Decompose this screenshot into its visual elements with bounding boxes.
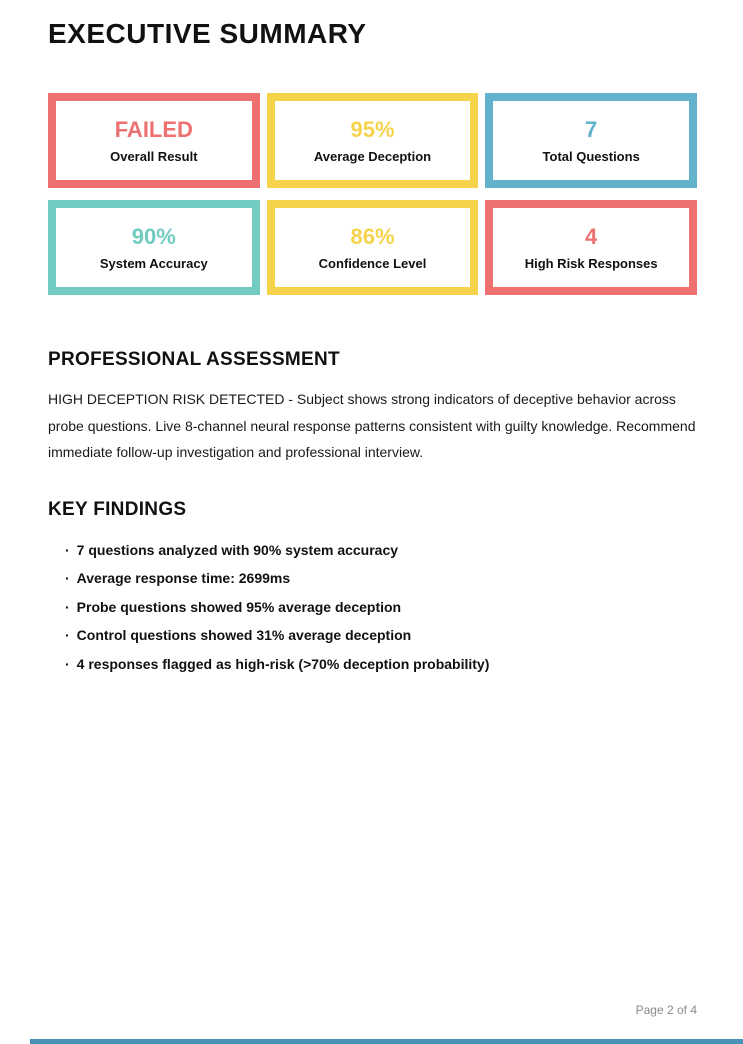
finding-item [65,628,697,642]
assessment-heading: PROFESSIONAL ASSESSMENT [48,349,340,370]
stat-label-confidence-level: Confidence Level [318,255,427,271]
finding-item [65,657,697,671]
finding-text: Probe questions showed 95% average deception [76,598,402,615]
stat-value-total-questions: 7 [585,116,598,142]
stat-card-total-questions [485,93,697,188]
finding-text: Control questions showed 31% average deception [76,627,412,644]
stat-card-overall-result [48,93,260,188]
stat-card-high-risk-responses [485,200,697,295]
stat-label-high-risk-responses: High Risk Responses [524,255,658,271]
stat-value-high-risk-responses: 4 [585,223,598,249]
page-number: Page 2 of 4 [635,1003,697,1017]
stat-value-system-accuracy: 90% [131,223,176,249]
stat-label-system-accuracy: System Accuracy [99,255,208,271]
stat-value-confidence-level: 86% [350,223,395,249]
finding-item [65,600,697,614]
assessment-body: HIGH DECEPTION RISK DETECTED - Subject shows strong indicators of deceptive behavior across probe questions. Live 8-channel neural response patterns consistent with guilty knowledge. Recommend immediate follow-up investigation and professional interview. [48,391,696,461]
stat-value-overall-result: FAILED [114,116,193,142]
stat-card-confidence-level [267,200,479,295]
finding-text: Average response time: 2699ms [76,570,291,587]
stat-label-total-questions: Total Questions [542,148,640,164]
stat-value-average-deception: 95% [350,116,395,142]
stats-grid [48,93,697,295]
finding-text: 4 responses flagged as high-risk (>70% deception probability) [76,655,490,672]
finding-item [65,571,697,585]
page-title: EXECUTIVE SUMMARY [48,18,367,49]
stat-label-average-deception: Average Deception [313,148,432,164]
stat-label-overall-result: Overall Result [110,148,198,164]
next-page-edge-bar [30,1039,743,1044]
findings-heading: KEY FINDINGS [48,498,187,520]
stat-card-average-deception [267,93,479,188]
finding-item [65,543,697,557]
stat-card-system-accuracy [48,200,260,295]
findings-list [48,543,697,671]
finding-text: 7 questions analyzed with 90% system accuracy [76,541,399,558]
